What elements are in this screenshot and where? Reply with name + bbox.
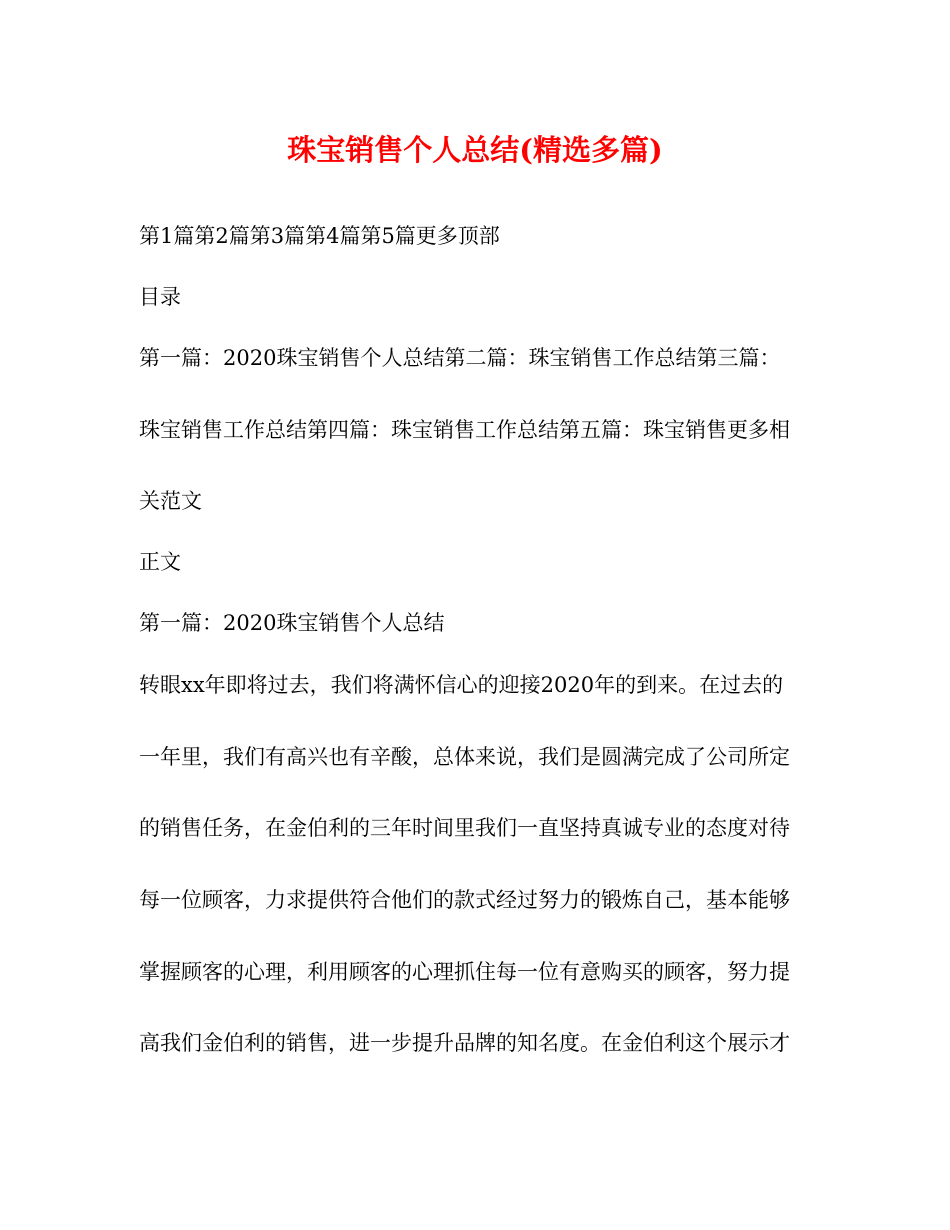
section-heading: 第一篇：2020珠宝销售个人总结 xyxy=(139,611,445,635)
paragraph-line: 的销售任务，在金伯利的三年时间里我们一直坚持真诚专业的态度对待 xyxy=(139,816,790,840)
body-heading: 正文 xyxy=(139,550,181,574)
paragraph-line: 掌握顾客的心理，利用顾客的心理抓住每一位有意购买的顾客，努力提 xyxy=(139,960,790,984)
document-title: 珠宝销售个人总结(精选多篇) xyxy=(287,133,663,167)
section-nav-links[interactable]: 第1篇第2篇第3篇第4篇第5篇更多顶部 xyxy=(139,224,500,248)
paragraph-line: 一年里，我们有高兴也有辛酸，总体来说，我们是圆满完成了公司所定 xyxy=(139,745,790,769)
paragraph-line: 每一位顾客，力求提供符合他们的款式经过努力的锻炼自己，基本能够 xyxy=(139,888,790,912)
toc-line: 珠宝销售工作总结第四篇：珠宝销售工作总结第五篇：珠宝销售更多相 xyxy=(139,418,790,442)
toc-heading: 目录 xyxy=(139,285,181,309)
toc-line: 关范文 xyxy=(139,489,202,513)
paragraph-line: 转眼xx年即将过去，我们将满怀信心的迎接2020年的到来。在过去的 xyxy=(139,673,784,697)
toc-line: 第一篇：2020珠宝销售个人总结第二篇：珠宝销售工作总结第三篇： xyxy=(139,346,781,370)
paragraph-line: 高我们金伯利的销售，进一步提升品牌的知名度。在金伯利这个展示才 xyxy=(139,1031,790,1055)
